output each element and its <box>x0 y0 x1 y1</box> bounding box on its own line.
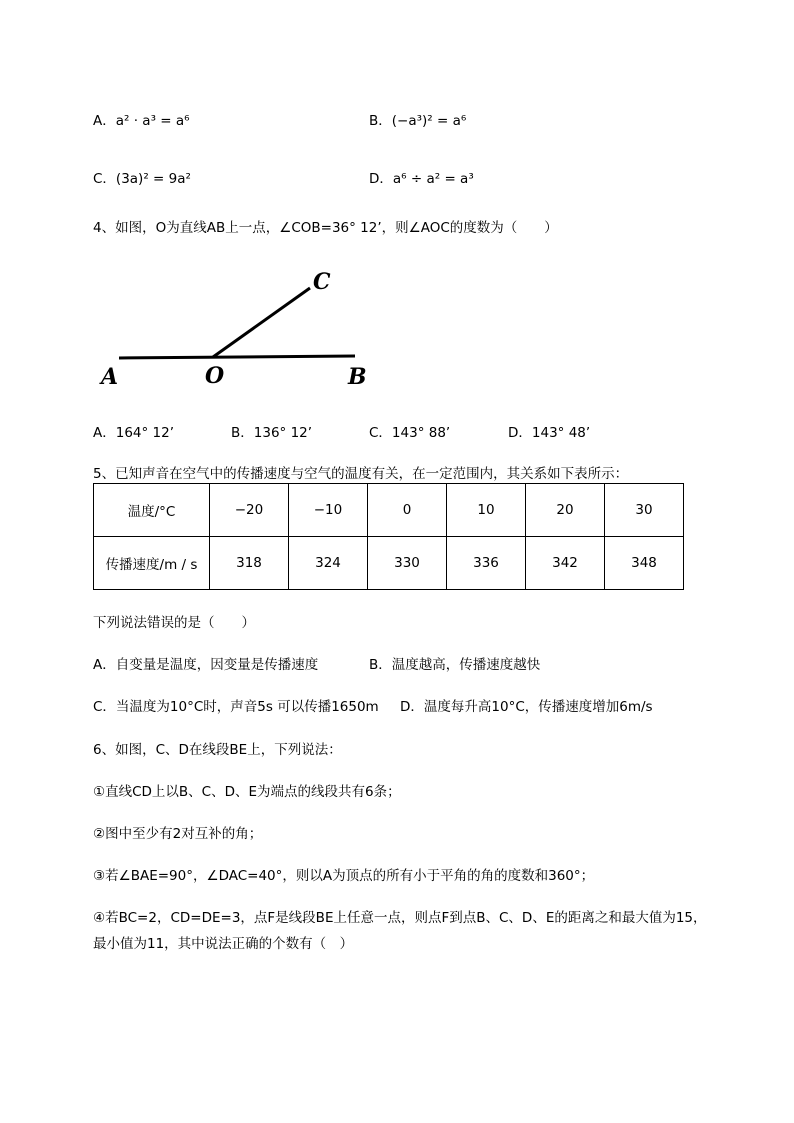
q5-data-table <box>93 483 684 590</box>
table-cell: 330 <box>368 537 447 590</box>
figure-label-c: C <box>313 269 331 295</box>
figure-label-b: B <box>348 364 367 390</box>
figure-label-o: O <box>205 363 225 389</box>
table-header-speed: 传播速度/m / s <box>94 537 210 590</box>
table-cell: 10 <box>447 484 526 537</box>
q5-question: 下列说法错误的是（ ） <box>93 615 255 631</box>
table-row-speed <box>94 537 684 590</box>
table-cell: −20 <box>210 484 289 537</box>
q4-option-a: A．164° 12’ <box>93 425 175 441</box>
q6-statement-1: ①直线CD上以B、C、D、E为端点的线段共有6条； <box>93 784 401 800</box>
q6-statement-4-line1: ④若BC=2，CD=DE=3，点F是线段BE上任意一点，则点F到点B、C、D、E的距离之和最大值为15， <box>93 910 707 926</box>
q6-statement-3: ③若∠BAE=90°，∠DAC=40°，则以A为顶点的所有小于平角的角的度数和360°； <box>93 868 595 884</box>
q4-figure <box>93 262 383 392</box>
table-cell: −10 <box>289 484 368 537</box>
q5-option-b: B．温度越高，传播速度越快 <box>369 657 541 673</box>
q5-option-d: D．温度每升高10°C，传播速度增加6m/s <box>400 699 653 715</box>
q3-option-c: C．(3a)² = 9a² <box>93 171 191 187</box>
table-cell: 342 <box>526 537 605 590</box>
table-cell: 30 <box>605 484 684 537</box>
table-cell: 318 <box>210 537 289 590</box>
q4-option-c: C．143° 88’ <box>369 425 451 441</box>
table-cell: 336 <box>447 537 526 590</box>
table-header-temperature: 温度/°C <box>94 484 210 537</box>
q6-stem: 6、如图，C、D在线段BE上，下列说法： <box>93 742 342 758</box>
table-cell: 0 <box>368 484 447 537</box>
table-cell: 324 <box>289 537 368 590</box>
q5-stem: 5、已知声音在空气中的传播速度与空气的温度有关，在一定范围内，其关系如下表所示： <box>93 466 629 482</box>
figure-label-a: A <box>101 364 119 390</box>
q3-option-b: B．(−a³)² = a⁶ <box>369 113 467 129</box>
q6-statement-4-line2: 最小值为11，其中说法正确的个数有（ ） <box>93 936 354 952</box>
q3-option-a: A．a² · a³ = a⁶ <box>93 113 190 129</box>
q3-option-d: D．a⁶ ÷ a² = a³ <box>369 171 474 187</box>
q5-option-a: A．自变量是温度，因变量是传播速度 <box>93 657 319 673</box>
q4-option-d: D．143° 48’ <box>508 425 591 441</box>
table-cell: 20 <box>526 484 605 537</box>
q4-option-b: B．136° 12’ <box>231 425 313 441</box>
table-row-temperature <box>94 484 684 537</box>
table-cell: 348 <box>605 537 684 590</box>
q6-statement-2: ②图中至少有2对互补的角； <box>93 826 263 842</box>
q5-option-c: C．当温度为10°C时，声音5s 可以传播1650m <box>93 699 379 715</box>
q4-stem: 4、如图，O为直线AB上一点，∠COB=36° 12’，则∠AOC的度数为（ ） <box>93 220 558 236</box>
